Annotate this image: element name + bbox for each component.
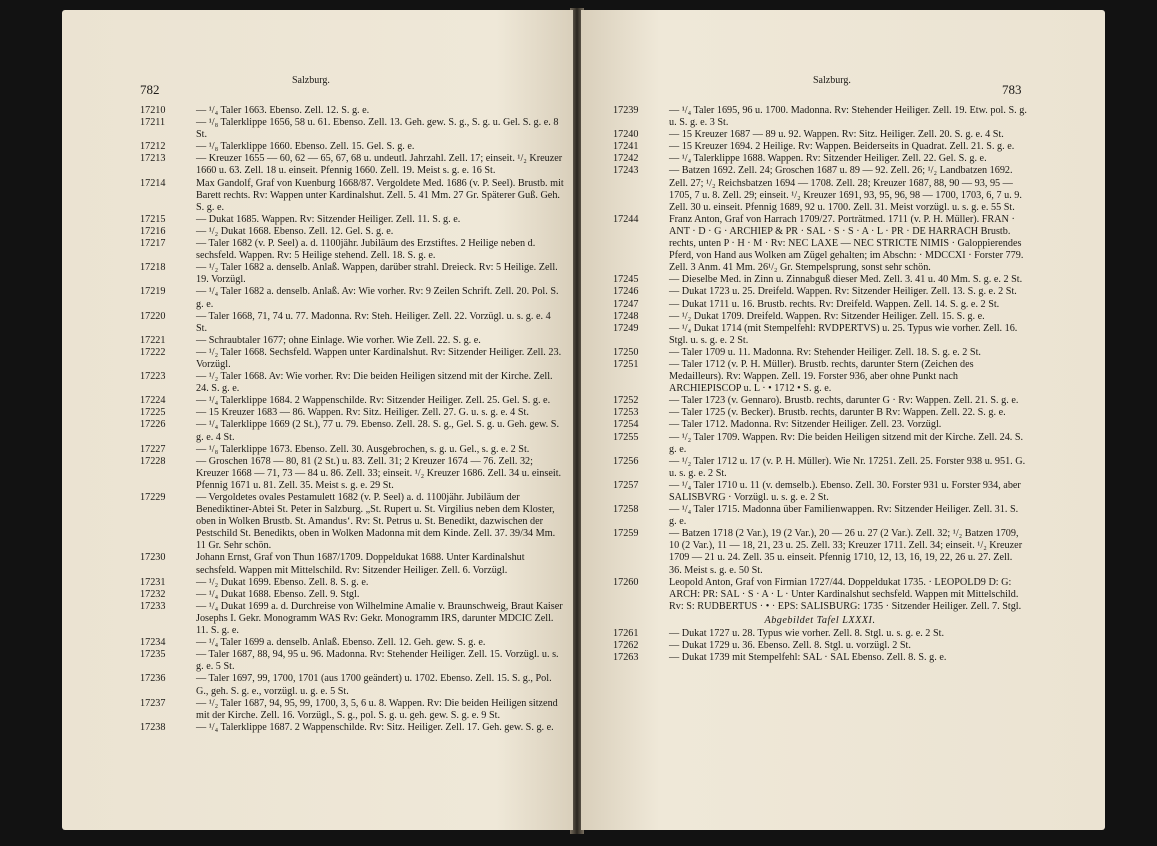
page-number: 782: [140, 82, 160, 97]
lot-description: — ¹/₂ Dukat 1668. Ebenso. Zell. 12. Gel. S. g. e.: [196, 225, 394, 237]
catalog-entry: [613, 165, 1027, 213]
lot-number: 17234: [140, 637, 166, 649]
catalog-entry: [140, 347, 564, 371]
catalog-entry: [613, 395, 1027, 407]
lot-number: 17225: [140, 407, 166, 419]
lot-number: 17226: [140, 419, 166, 431]
lot-description: — Batzen 1718 (2 Var.), 19 (2 Var.), 20 — 26 u. 27 (2 Var.). Zell. 32; ¹/₂ Batzen 1709, 10 (2 Var.), 11 — 18, 21, 23 u. 25. Zell. 33; Kreuzer 1711. Zell. 34; einseit. ¹/₂ Kreuzer 1709 — 21 u. 24. Zell. 35 u. einseit. Pfennig 1710, 12, 13, 16, 19, 22, 26 u. 27. Zell. 36. Meist s. g. e. 50 St.: [669, 528, 1023, 576]
lot-description: — Taler 1723 (v. Gennaro). Brustb. rechts, darunter G · Rv: Wappen. Zell. 21. S. g. e.: [669, 395, 1019, 407]
catalog-entry: [613, 105, 1027, 129]
lot-number: 17232: [140, 588, 166, 600]
lot-number: 17256: [613, 455, 639, 467]
lot-number: 17227: [140, 443, 166, 455]
catalog-entry: [140, 552, 564, 576]
catalog-entry: [140, 601, 564, 637]
lot-description: — ¹/₈ Talerklippe 1660. Ebenso. Zell. 15. Gel. S. g. e.: [196, 141, 415, 153]
lot-number: 17263: [613, 652, 639, 664]
lot-description: — ¹/₄ Taler 1682 a. denselb. Anlaß. Av: Wie vorher. Rv: 9 Zeilen Schrift. Zell. 20. Pol. S. g. e.: [196, 286, 559, 310]
lot-description: — ¹/₄ Dukat 1699 a. d. Durchreise von Wilhelmine Amalie v. Braunschweig, Braut Kaiser Josephs I. Gekr. Monogramm WAS Rv: Gekr. Monogramm IRS, darunter MDCIC Zell. 11. S. g. e.: [196, 600, 563, 637]
catalog-entry: [140, 722, 564, 734]
lot-number: 17214: [140, 177, 166, 189]
lot-number: 17229: [140, 492, 166, 503]
catalog-entry: [613, 153, 1027, 165]
lot-description: — ¹/₄ Taler 1695, 96 u. 1700. Madonna. Rv: Stehender Heiliger. Zell. 19. Etw. pol. S. g. u. S. g. e. 3 St.: [669, 105, 1027, 129]
lot-description: — ¹/₄ Talerklippe 1669 (2 St.), 77 u. 79. Ebenso. Zell. 28. S. g., Gel. S. g. u. Geh. gew. S. g. e. 4 St.: [196, 419, 559, 443]
lot-number: 17210: [140, 105, 166, 116]
lot-description: — ¹/₂ Dukat 1709. Dreifeld. Wappen. Rv: Sitzender Heiliger. Zell. 15. S. g. e.: [669, 310, 985, 322]
lot-description: — Dukat 1727 u. 28. Typus wie vorher. Zell. 8. Stgl. u. s. g. e. 2 St.: [669, 628, 944, 640]
catalog-entry: [140, 286, 564, 310]
lot-number: 17249: [613, 322, 639, 334]
catalog-entry: [613, 504, 1027, 528]
lot-number: 17244: [613, 213, 639, 225]
catalog-entry: [613, 347, 1027, 359]
lot-number: 17223: [140, 371, 166, 383]
lot-number: 17239: [613, 105, 639, 116]
left-page: [62, 10, 573, 830]
lot-description: — ¹/₂ Taler 1712 u. 17 (v. P. H. Müller). Wie Nr. 17251. Zell. 25. Forster 938 u. 951. G. u. s. g. e. 2 St.: [669, 455, 1026, 479]
catalog-entry: [140, 371, 564, 395]
catalog-entry: [140, 456, 564, 492]
lot-description: — ¹/₄ Taler 1710 u. 11 (v. demselb.). Ebenso. Zell. 30. Forster 931 u. Forster 934, aber SALISBVRG · Vorzügl. u. s. g. e. 2 St.: [669, 479, 1021, 503]
lot-number: 17221: [140, 334, 166, 346]
catalog-entry: [613, 214, 1027, 274]
right-page: [581, 10, 1105, 830]
lot-number: 17261: [613, 628, 639, 640]
catalog-entry: [613, 480, 1027, 504]
lot-number: 17213: [140, 153, 166, 165]
catalog-entry: [140, 238, 564, 262]
lot-description: — ¹/₄ Taler 1699 a. denselb. Anlaß. Ebenso. Zell. 12. Geh. gew. S. g. e.: [196, 637, 486, 649]
lot-description: — Vergoldetes ovales Pestamulett 1682 (v. P. Seel) a. d. 1100jähr. Jubiläum der Benediktiner-Abtei St. Peter in Salzburg. „St. Rupert u. St. Virgilius neben dem Kloster, oben in Wolken Brustb. St. Amandus‘. Rv: St. Petrus u. St. Benedikt, dazwischen der Pestschild St. Benedikts, oben in Wolken Madonna mit dem Kinde. Zell. 37. 39/34 Mm. 11 Gr. Sehr schön.: [196, 492, 556, 552]
lot-description: — ¹/₂ Taler 1682 a. denselb. Anlaß. Wappen, darüber strahl. Dreieck. Rv: 5 Heilige. Zell. 19. Vorzügl.: [196, 262, 558, 286]
catalog-entry: [140, 407, 564, 419]
catalog-entry: [140, 214, 564, 226]
catalog-entry: [140, 395, 564, 407]
lot-description: — Dukat 1729 u. 36. Ebenso. Zell. 8. Stgl. u. vorzügl. 2 St.: [669, 640, 911, 652]
lot-description: — Dukat 1723 u. 25. Dreifeld. Wappen. Rv: Sitzender Heiliger. Zell. 13. S. g. e. 2 St.: [669, 286, 1017, 298]
lot-number: 17224: [140, 395, 166, 407]
lot-description: — ¹/₈ Talerklippe 1673. Ebenso. Zell. 30. Ausgebrochen, s. g. u. Gel., s. g. e. 2 St.: [196, 443, 530, 455]
catalog-entry: [140, 444, 564, 456]
catalog-entry: [613, 299, 1027, 311]
lot-number: 17238: [140, 721, 166, 733]
lot-description: Franz Anton, Graf von Harrach 1709/27. Porträtmed. 1711 (v. P. H. Müller). FRAN · ANT · D · G · ARCHIEP & PR · SAL · S · S · A · L · PR · DE HARRACH Brustb. rechts, unten P · H · M · Rv: NEC LAXE — NEC STRICTE NIMIS · Galoppierendes Pferd, von Hand aus Wolken am Zügel gehalten; im Abschn: · MDCCXI · Forster 779. Zell. 3 Anm. 41 Mm. 26¹/₂ Gr. Stempelsprung, sonst sehr schön.: [669, 213, 1024, 274]
catalog-entry: [140, 637, 564, 649]
lot-number: 17247: [613, 298, 639, 310]
catalog-entry: [613, 286, 1027, 298]
lot-number: 17262: [613, 640, 639, 652]
lot-description: — ¹/₂ Taler 1668. Av: Wie vorher. Rv: Die beiden Heiligen sitzend mit der Kirche. Zell. 24. S. g. e.: [196, 371, 553, 395]
lot-number: 17220: [140, 310, 166, 322]
lot-number: 17241: [613, 141, 639, 153]
catalog-entry: [140, 419, 564, 443]
lot-description: — Schraubtaler 1677; ohne Einlage. Wie vorher. Wie Zell. 22. S. g. e.: [196, 334, 481, 346]
lot-number: 17242: [613, 153, 639, 165]
lot-number: 17233: [140, 600, 166, 612]
lot-description: Johann Ernst, Graf von Thun 1687/1709. Doppeldukat 1688. Unter Kardinalshut sechsfeld. Wappen mit Mittelschild. Rv: Sitzender Heiliger. Zell. 6. Vorzügl.: [196, 552, 525, 576]
lot-description: — 15 Kreuzer 1694. 2 Heilige. Rv: Wappen. Beiderseits in Quadrat. Zell. 21. S. g. e.: [669, 141, 1015, 153]
lot-number: 17251: [613, 358, 639, 370]
running-head: Salzburg.: [813, 75, 851, 86]
catalog-entry: [140, 226, 564, 238]
catalog-entry: [140, 153, 564, 177]
lot-description: — ¹/₈ Talerklippe 1656, 58 u. 61. Ebenso. Zell. 13. Geh. gew. S. g., S. g. u. Gel. S. g. e. 8 St.: [196, 117, 559, 141]
lot-number: 17215: [140, 213, 166, 225]
catalog-entry: [140, 698, 564, 722]
catalog-entries: [613, 105, 1027, 664]
lot-description: — ¹/₄ Taler 1663. Ebenso. Zell. 12. S. g. e.: [196, 105, 370, 116]
catalog-entry: [613, 528, 1027, 576]
lot-number: 17235: [140, 649, 166, 661]
catalog-entry: [140, 589, 564, 601]
lot-number: 17258: [613, 504, 639, 516]
catalog-entry: [613, 628, 1027, 640]
page-number: 783: [1002, 82, 1022, 97]
lot-number: 17257: [613, 479, 639, 491]
lot-description: Leopold Anton, Graf von Firmian 1727/44. Doppeldukat 1735. · LEOPOLD9 D: G: ARCH: PR: SAL · S · A · L · Unter Kardinalshut sechsfeld. Wappen mit Mittelschild. Rv: S: RUDBERTUS · • · EPS: SALISBURG: 1735 · Sitzender Heiliger. Zell. 7. Stgl.: [669, 576, 1022, 612]
lot-description: — ¹/₄ Taler 1715. Madonna über Familienwappen. Rv: Sitzender Heiliger. Zell. 31. S. g. e.: [669, 504, 1019, 528]
lot-description: — 15 Kreuzer 1683 — 86. Wappen. Rv: Sitz. Heiliger. Zell. 27. G. u. s. g. e. 4 St.: [196, 407, 529, 419]
lot-description: — Taler 1687, 88, 94, 95 u. 96. Madonna. Rv: Stehender Heiliger. Zell. 15. Vorzügl. u. s. g. e. 5 St.: [196, 649, 559, 673]
lot-description: — Dukat 1711 u. 16. Brustb. rechts. Rv: Dreifeld. Wappen. Zell. 14. S. g. e. 2 St.: [669, 298, 1000, 310]
catalog-entries: [140, 105, 564, 734]
catalog-entry: [140, 335, 564, 347]
catalog-entry: [140, 311, 564, 335]
lot-description: — Dukat 1739 mit Stempelfehl: SAL · SAL Ebenso. Zell. 8. S. g. e.: [669, 652, 947, 664]
catalog-entry: [613, 652, 1027, 664]
lot-number: 17259: [613, 528, 639, 540]
catalog-entry: [140, 577, 564, 589]
lot-description: — Taler 1709 u. 11. Madonna. Rv: Stehender Heiliger. Zell. 18. S. g. e. 2 St.: [669, 346, 981, 358]
lot-description: — Kreuzer 1655 — 60, 62 — 65, 67, 68 u. undeutl. Jahrzahl. Zell. 17; einseit. ¹/₂ Kreuzer 1660 u. 63. Zell. 18 u. einseit. Pfennig 1660. Zell. 19. Meist s. g. e. 16 St.: [196, 153, 563, 177]
catalog-entry: [613, 311, 1027, 323]
lot-description: — ¹/₂ Taler 1687, 94, 95, 99, 1700, 3, 5, 6 u. 8. Wappen. Rv: Die beiden Heiligen sitzend mit der Kirche. Zell. 16. Vorzügl., S. g., pol. S. g. u. geh. gew. S. g. e. 9 St.: [196, 697, 558, 721]
lot-number: 17237: [140, 697, 166, 709]
catalog-entry: [613, 432, 1027, 456]
lot-number: 17255: [613, 431, 639, 443]
lot-number: 17260: [613, 576, 639, 588]
catalog-entry: [613, 407, 1027, 419]
lot-number: 17211: [140, 117, 166, 129]
lot-description: — Taler 1668, 71, 74 u. 77. Madonna. Rv: Steh. Heiliger. Zell. 22. Vorzügl. u. s. g. e. 4 St.: [196, 310, 551, 334]
lot-description: — Taler 1725 (v. Becker). Brustb. rechts, darunter B Rv: Wappen. Zell. 22. S. g. e.: [669, 407, 1006, 419]
running-head: Salzburg.: [292, 75, 330, 86]
catalog-entry: [613, 359, 1027, 395]
lot-description: — ¹/₄ Dukat 1688. Ebenso. Zell. 9. Stgl.: [196, 588, 360, 600]
catalog-entry: [140, 649, 564, 673]
lot-number: 17245: [613, 274, 639, 286]
lot-number: 17230: [140, 552, 166, 564]
lot-description: — ¹/₂ Dukat 1699. Ebenso. Zell. 8. S. g. e.: [196, 576, 369, 588]
catalog-entry: [140, 141, 564, 153]
catalog-entry: [140, 673, 564, 697]
lot-number: 17246: [613, 286, 639, 298]
lot-description: — Dieselbe Med. in Zinn u. Zinnabguß dieser Med. Zell. 3. 41 u. 40 Mm. S. g. e. 2 St.: [669, 274, 1023, 286]
lot-number: 17217: [140, 238, 166, 250]
lot-number: 17228: [140, 455, 166, 467]
catalog-entry: [140, 492, 564, 552]
lot-description: — Batzen 1692. Zell. 24; Groschen 1687 u. 89 — 92. Zell. 26; ¹/₂ Landbatzen 1692. Zell. 27; ¹/₂ Reichsbatzen 1694 — 1708. Zell. 28; Kreuzer 1687, 88, 90 — 93, 95 — 1705, 7 u. 8. Zell. 29; einseit. ¹/₂ Kreuzer 1691, 93, 95, 96, 98 — 1700, 1703, 6, 7 u. 9. Zell. 30 u. einseit. Pfennig 1689, 92 u. 1700. Zell. 31. Meist vorzügl. u. s. g. e. 55 St.: [669, 165, 1022, 213]
catalog-entry: [140, 105, 564, 117]
lot-description: — ¹/₄ Talerklippe 1687. 2 Wappenschilde. Rv: Sitz. Heiliger. Zell. 17. Geh. gew. S. g. e.: [196, 721, 554, 733]
lot-description: — ¹/₄ Dukat 1714 (mit Stempelfehl: RVDPERTVS) u. 25. Typus wie vorher. Zell. 16. Stgl. u. s. g. e. 2 St.: [669, 322, 1018, 346]
lot-number: 17254: [613, 419, 639, 431]
lot-number: 17231: [140, 576, 166, 588]
lot-description: — Groschen 1678 — 80, 81 (2 St.) u. 83. Zell. 31; 2 Kreuzer 1674 — 76. Zell. 32; Kreuzer 1668 — 71, 73 — 84 u. 86. Zell. 33; einseit. ¹/₂ Kreuzer 1686. Zell. 34 u. einseit. Pfennig 1671 u. 81. Zell. 35. Meist s. g. e. 29 St.: [196, 455, 562, 491]
catalog-entry: [613, 456, 1027, 480]
lot-number: 17218: [140, 262, 166, 274]
catalog-entry: [613, 323, 1027, 347]
lot-description: — Taler 1682 (v. P. Seel) a. d. 1100jähr. Jubiläum des Erzstiftes. 2 Heilige neben d. sechsfeld. Wappen. Rv: 5 Heilige stehend. Zell. 18. S. g. e.: [196, 238, 536, 262]
catalog-entry: [613, 577, 1027, 613]
catalog-entry: [613, 640, 1027, 652]
catalog-entry: [140, 117, 564, 141]
lot-description: — Taler 1712. Madonna. Rv: Sitzender Heiliger. Zell. 23. Vorzügl.: [669, 419, 942, 431]
plate-reference: Abgebildet Tafel LXXXI.: [764, 614, 876, 626]
lot-number: 17248: [613, 310, 639, 322]
lot-number: 17243: [613, 165, 639, 177]
lot-description: Max Gandolf, Graf von Kuenburg 1668/87. Vergoldete Med. 1686 (v. P. Seel). Brustb. mit Barett rechts. Rv: Wappen unter Kardinalshut. Zell. 5. 41 Mm. 27 Gr. Späterer Guß. Geh. S. g. e.: [196, 177, 564, 213]
lot-description: — Taler 1712 (v. P. H. Müller). Brustb. rechts, darunter Stern (Zeichen des Medailleurs). Rv: Wappen. Zell. 19. Forster 936, aber ohne Punkt nach ARCHIEPISCOP u. L · • 1712 • S. g. e.: [669, 358, 974, 395]
lot-number: 17253: [613, 407, 639, 419]
lot-description: — ¹/₄ Talerklippe 1688. Wappen. Rv: Sitzender Heiliger. Zell. 22. Gel. S. g. e.: [669, 153, 987, 165]
lot-number: 17219: [140, 286, 166, 298]
lot-description: — Dukat 1685. Wappen. Rv: Sitzender Heiliger. Zell. 11. S. g. e.: [196, 213, 461, 225]
lot-number: 17240: [613, 129, 639, 141]
catalog-entry: [613, 274, 1027, 286]
lot-description: — ¹/₄ Talerklippe 1684. 2 Wappenschilde. Rv: Sitzender Heiliger. Zell. 25. Gel. S. g. e.: [196, 395, 551, 407]
catalog-entry: [613, 419, 1027, 431]
catalog-entry: [140, 262, 564, 286]
lot-number: 17236: [140, 673, 166, 685]
lot-number: 17222: [140, 346, 166, 358]
lot-description: — 15 Kreuzer 1687 — 89 u. 92. Wappen. Rv: Sitz. Heiliger. Zell. 20. S. g. e. 4 St.: [669, 129, 1004, 141]
catalog-entry: [613, 129, 1027, 141]
catalog-entry: [613, 141, 1027, 153]
lot-description: — ¹/₂ Taler 1709. Wappen. Rv: Die beiden Heiligen sitzend mit der Kirche. Zell. 24. S. g. e.: [669, 431, 1024, 455]
catalog-entry: [140, 178, 564, 214]
lot-number: 17212: [140, 141, 166, 153]
lot-description: — Taler 1697, 99, 1700, 1701 (aus 1700 geändert) u. 1702. Ebenso. Zell. 15. S. g., Pol. G., geh. S. g. e., vorzügl. u. g. e. 5 St.: [196, 673, 552, 697]
lot-number: 17216: [140, 225, 166, 237]
lot-number: 17250: [613, 346, 639, 358]
lot-description: — ¹/₂ Taler 1668. Sechsfeld. Wappen unter Kardinalshut. Rv: Sitzender Heiliger. Zell. 23. Vorzügl.: [196, 346, 562, 370]
lot-number: 17252: [613, 395, 639, 407]
